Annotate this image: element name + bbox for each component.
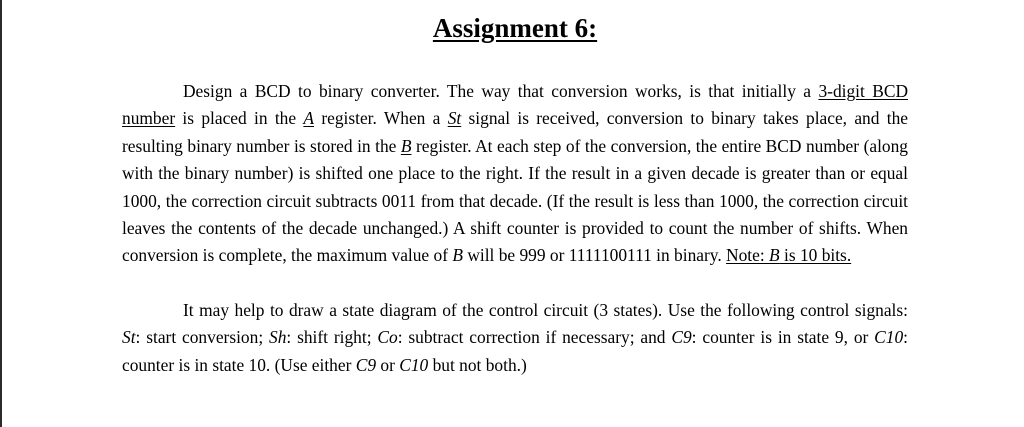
text-run: : subtract correction if necessary; and bbox=[397, 327, 672, 348]
text-run: or bbox=[376, 354, 400, 375]
bcd-number-term: 3-digit BCD number bbox=[122, 81, 909, 129]
text-run: : counter is in state 10. (Use either bbox=[122, 327, 909, 375]
text-run: It may help to draw a state diagram of the control circuit (3 states). Use the following control signals: bbox=[183, 299, 908, 320]
note-variable: B bbox=[769, 245, 780, 266]
register-a-label: A bbox=[303, 108, 315, 129]
signal-c9: C9 bbox=[671, 327, 692, 348]
text-run: : start conversion; bbox=[135, 327, 270, 348]
signal-co: Co bbox=[377, 327, 398, 348]
signal-c10: C10 bbox=[399, 354, 429, 375]
text-run: is placed in the bbox=[175, 108, 304, 129]
document-page bbox=[122, 0, 908, 379]
text-run: Design a BCD to binary converter. The way that conversion works, is that initially a bbox=[183, 81, 819, 101]
signal-c9: C9 bbox=[355, 354, 377, 375]
text-run: : shift right; bbox=[286, 327, 378, 348]
register-b-variable: B bbox=[452, 245, 463, 266]
note-prefix: Note: bbox=[726, 245, 770, 266]
signal-c10: C10 bbox=[874, 327, 904, 348]
signal-sh: Sh bbox=[269, 327, 287, 348]
page-left-border bbox=[0, 0, 2, 427]
text-run: register. When a bbox=[314, 108, 448, 129]
text-run: : counter is in state 9, or bbox=[691, 327, 875, 348]
note-suffix: is 10 bits. bbox=[779, 245, 852, 266]
assignment-title: Assignment 6: bbox=[432, 13, 598, 43]
signal-st-label: St bbox=[447, 108, 462, 129]
text-run: register. At each step of the conversion, the entire BCD number (along with the binary number) is shifted one place to the right. If the result in a given decade is greater than or equal 1000, the correction circuit subtracts 0011 from that decade. (If the result is less than 1000, the correction circuit leaves the contents of the decade unchanged.) A shift counter is provided to count the number of shifts. When conversion is complete, the maximum value of bbox=[122, 135, 909, 266]
paragraph-hint bbox=[122, 297, 908, 379]
paragraph-problem-statement bbox=[122, 78, 908, 270]
note-text bbox=[726, 245, 851, 265]
text-run: but not both.) bbox=[428, 354, 527, 375]
text-run: signal is received, conversion to binary takes place, and the resulting binary number is stored in the bbox=[122, 108, 908, 156]
text-run: will be 999 or 1111100111 in binary. bbox=[462, 245, 727, 266]
signal-st: St bbox=[122, 327, 136, 348]
register-b-label: B bbox=[400, 135, 412, 156]
